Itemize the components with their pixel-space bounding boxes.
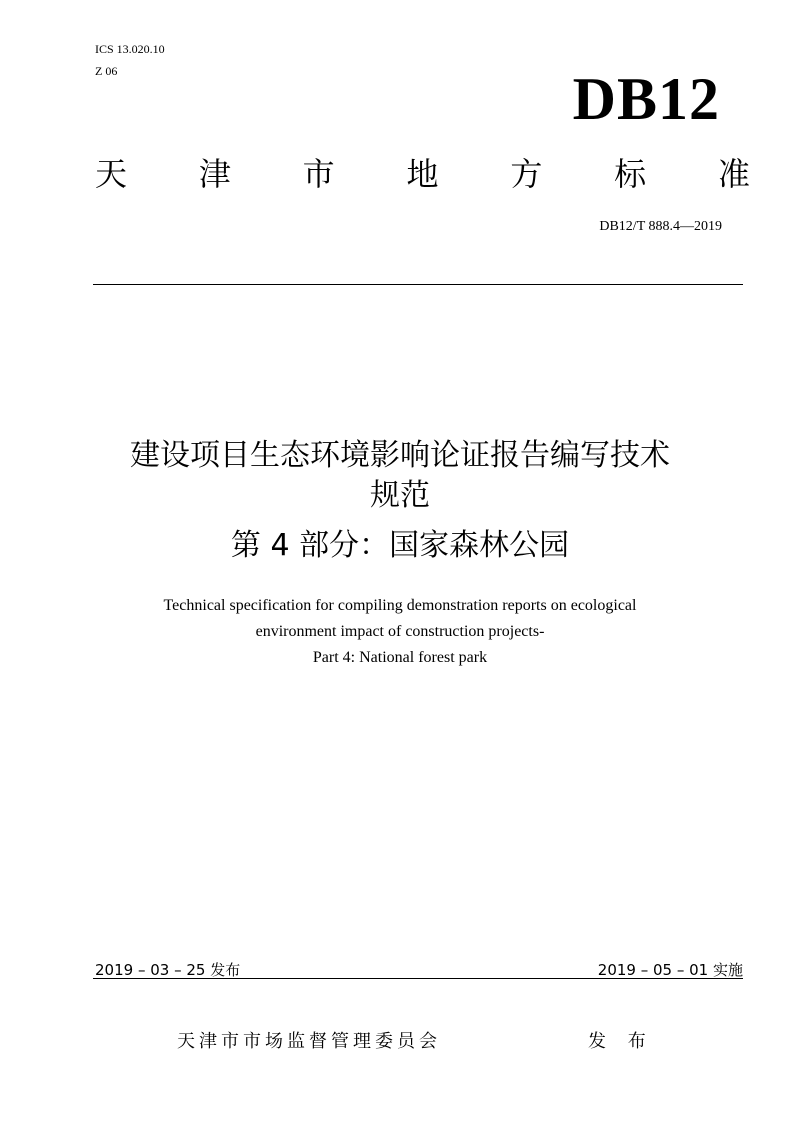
standard-type-char: 标 <box>614 155 647 193</box>
classification-code: Z 06 <box>95 64 118 78</box>
publish-date: 2019 – 03 – 25 发布 <box>95 961 241 979</box>
implementation-date: 2019 – 05 – 01 实施 <box>597 961 743 979</box>
chinese-title-line-1: 建设项目生态环境影响论证报告编写技术 <box>130 438 670 473</box>
chinese-title-line-3: 第 4 部分：国家森林公园 <box>230 528 570 563</box>
top-divider <box>93 284 743 285</box>
issue-label: 发 布 <box>588 1031 654 1052</box>
standard-type-char: 天 <box>95 155 128 193</box>
standard-type-char: 津 <box>198 155 231 193</box>
standard-type-char: 准 <box>717 155 750 193</box>
chinese-title-line-2: 规范 <box>370 478 430 513</box>
standard-number: DB12/T 888.4—2019 <box>599 219 722 234</box>
english-title-line-3: Part 4: National forest park <box>312 649 488 666</box>
bottom-divider <box>93 978 743 979</box>
english-title-line-1: Technical specification for compiling demonstration reports on ecological <box>163 597 637 614</box>
standard-logo: DB12 <box>572 66 720 132</box>
standard-type-char: 地 <box>406 155 439 193</box>
issuing-authority: 天津市市场监督管理委员会 <box>177 1031 441 1052</box>
standard-type-char: 方 <box>510 155 543 193</box>
ics-code: ICS 13.020.10 <box>95 42 165 56</box>
english-title-line-2: environment impact of construction projects- <box>255 623 545 640</box>
standard-type-char: 市 <box>302 155 335 193</box>
standard-type-title <box>95 152 750 196</box>
